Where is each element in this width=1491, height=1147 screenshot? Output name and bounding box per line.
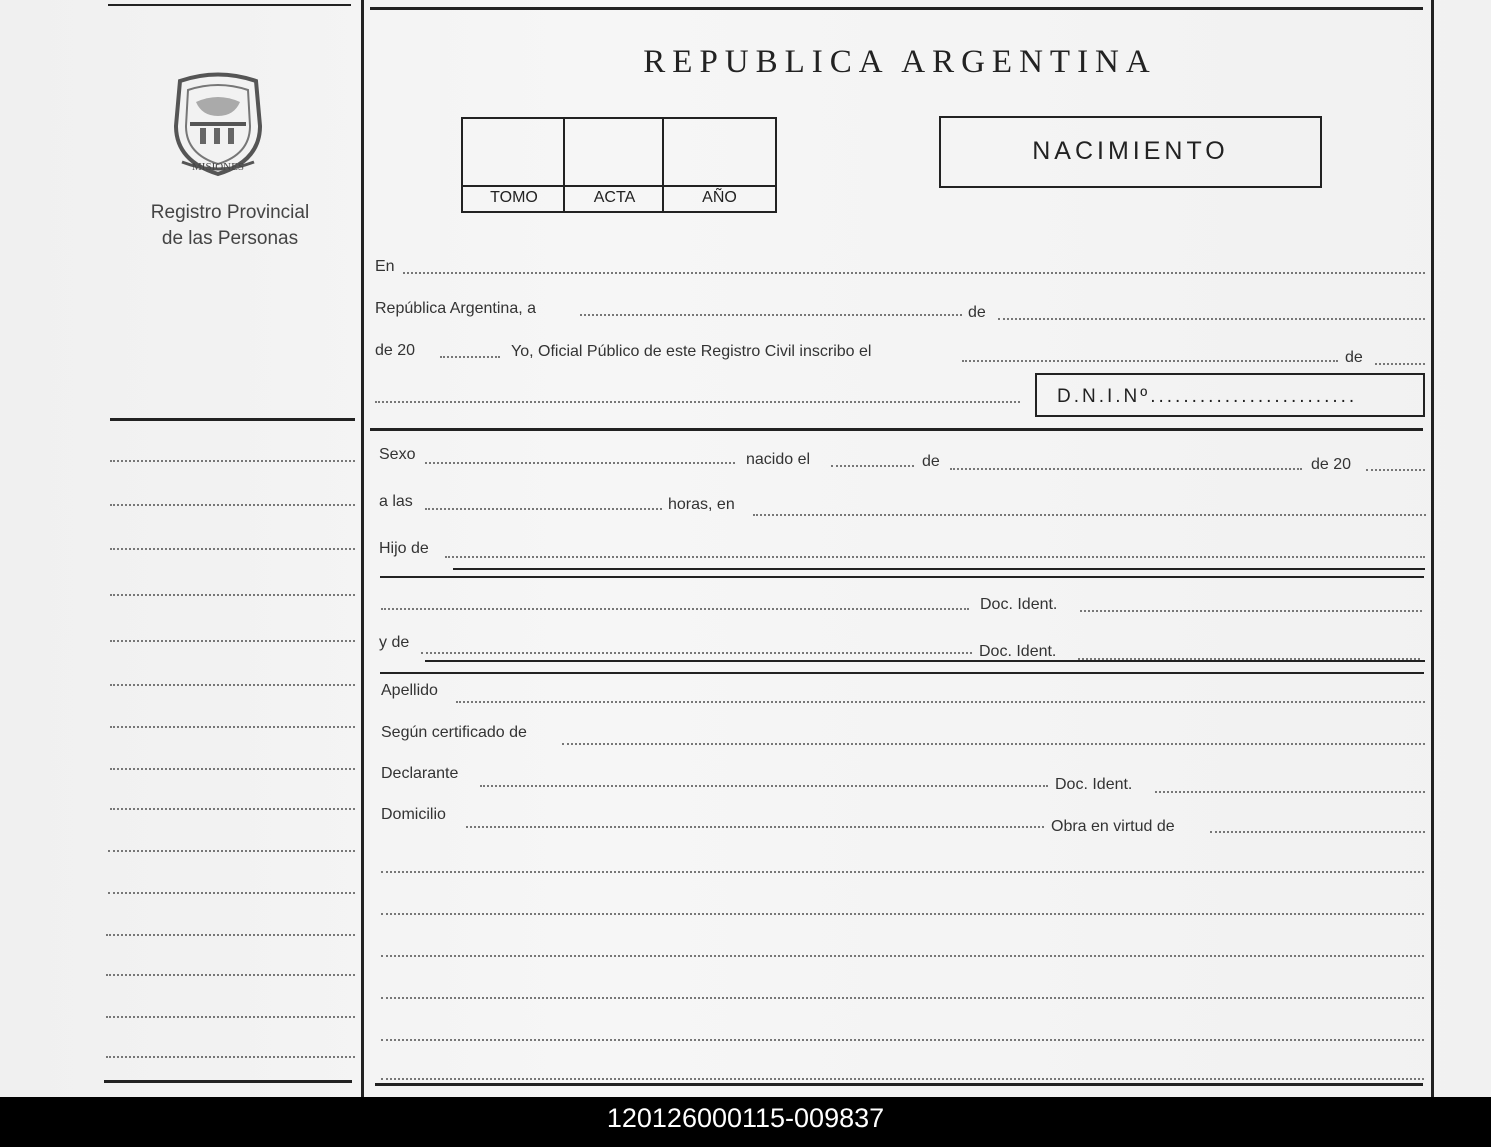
horas-label: horas, en [668, 496, 735, 513]
sidebar-line[interactable] [110, 594, 355, 596]
sexo-label: Sexo [379, 446, 416, 463]
sidebar-line[interactable] [110, 504, 355, 506]
sidebar-line[interactable] [110, 548, 355, 550]
doc-ident-field-1[interactable] [1080, 610, 1422, 612]
de-label-2: de [1345, 349, 1363, 366]
blank-line[interactable] [381, 955, 1424, 957]
doc-ident-field-3[interactable] [1155, 791, 1425, 793]
de20-label-2: de 20 [1311, 456, 1352, 473]
domicilio-field[interactable] [466, 826, 1044, 828]
apellido-field[interactable] [456, 701, 1425, 703]
madre-field[interactable] [421, 652, 972, 654]
rule-hijo-2 [380, 576, 1424, 578]
registry-name-line1: Registro Provincial [150, 202, 310, 223]
tomo-label: TOMO [490, 189, 538, 206]
document-code-bar [0, 1097, 1491, 1147]
de20-label: de 20 [375, 342, 416, 359]
en-field[interactable] [403, 272, 1425, 274]
sidebar-line[interactable] [106, 1016, 355, 1018]
rule-hijo [453, 568, 1425, 570]
bottom-rule-left [104, 1080, 352, 1083]
obra-field[interactable] [1210, 831, 1425, 833]
sidebar-line[interactable] [110, 768, 355, 770]
republica-label: República Argentina, a [375, 300, 536, 317]
de-label-3: de [922, 453, 940, 470]
top-rule-left [108, 4, 351, 6]
sexo-field[interactable] [425, 462, 735, 464]
registry-name-line2: de las Personas [161, 228, 299, 249]
certificado-field[interactable] [562, 743, 1425, 745]
domicilio-label: Domicilio [381, 806, 446, 823]
fecha-mes-field[interactable] [998, 318, 1425, 320]
nacido-mes-field[interactable] [950, 468, 1302, 470]
hijo-label: Hijo de [379, 540, 429, 557]
sidebar-line[interactable] [110, 808, 355, 810]
blank-line[interactable] [381, 997, 1424, 999]
blank-line[interactable] [381, 1078, 1424, 1080]
hora-field[interactable] [425, 508, 662, 510]
registry-name [120, 200, 340, 252]
seal-text: MISIONES [192, 161, 244, 173]
section-rule [370, 428, 1423, 431]
sidebar-line[interactable] [110, 640, 355, 642]
apellido-label: Apellido [381, 682, 438, 699]
sidebar-line[interactable] [108, 850, 355, 852]
segun-label: Según certificado de [381, 724, 527, 741]
upper-extra-field[interactable] [375, 401, 1020, 403]
sidebar-rule [110, 418, 355, 421]
sidebar-line[interactable] [110, 684, 355, 686]
sidebar-line[interactable] [110, 460, 355, 462]
bottom-rule-right [375, 1083, 1423, 1086]
fecha-dia-field[interactable] [580, 314, 962, 316]
rule-yde [425, 660, 1425, 662]
inscribo-field[interactable] [962, 360, 1338, 362]
doc-ident-label-3: Doc. Ident. [1055, 776, 1133, 793]
record-type-box: NACIMIENTO [939, 116, 1322, 188]
sidebar-line[interactable] [106, 1056, 355, 1058]
sidebar-line[interactable] [106, 974, 355, 976]
padre-field[interactable] [445, 556, 1425, 558]
nacido-dia-field[interactable] [831, 465, 914, 467]
right-border [1431, 0, 1434, 1097]
anio-label: AÑO [702, 189, 737, 206]
declarante-field[interactable] [480, 785, 1048, 787]
declarante-label: Declarante [381, 765, 459, 782]
en-label: En [375, 258, 395, 275]
sidebar-line[interactable] [110, 726, 355, 728]
anio-field[interactable] [440, 356, 500, 358]
rule-yde-2 [380, 672, 1424, 674]
nacido-label: nacido el [746, 451, 811, 468]
sidebar-line[interactable] [108, 892, 355, 894]
doc-ident-label-2: Doc. Ident. [979, 643, 1057, 660]
de-label-1: de [968, 304, 986, 321]
sidebar-divider [361, 0, 364, 1097]
lugar-field[interactable] [753, 514, 1426, 516]
doc-ident-label-1: Doc. Ident. [980, 596, 1058, 613]
padre-field-2[interactable] [381, 608, 969, 610]
yde-label: y de [379, 634, 410, 651]
acta-label: ACTA [593, 189, 636, 206]
sidebar-line[interactable] [106, 934, 355, 936]
nacido-anio-field[interactable] [1366, 469, 1425, 471]
blank-line[interactable] [381, 871, 1424, 873]
document-code: 120126000115-009837 [606, 1103, 885, 1133]
blank-line[interactable] [381, 1039, 1424, 1041]
tomo-acta-anio-box [461, 117, 777, 213]
blank-line[interactable] [381, 913, 1424, 915]
page-title: REPUBLICA ARGENTINA [643, 44, 1157, 80]
alas-label: a las [379, 493, 413, 510]
oficial-label: Yo, Oficial Público de este Registro Civil inscribo el [511, 343, 872, 360]
de-field-2[interactable] [1375, 363, 1425, 365]
obra-label: Obra en virtud de [1051, 818, 1175, 835]
provincial-seal-icon [160, 66, 276, 182]
dni-box[interactable]: D.N.I.Nº......................... [1035, 373, 1425, 417]
top-rule-right [370, 7, 1423, 10]
